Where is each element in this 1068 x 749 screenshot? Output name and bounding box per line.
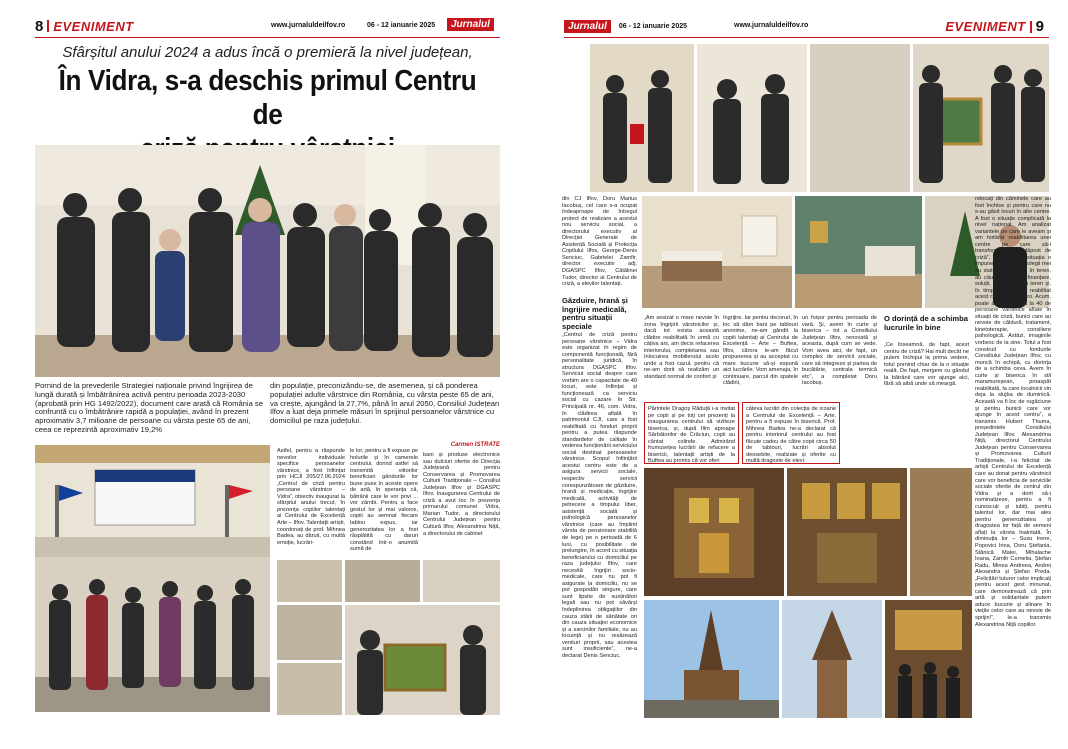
page-number-right: 9 (1035, 18, 1044, 35)
subhead-2: O dorință de a schimba lucrurile în bine (884, 314, 968, 332)
award-photo (913, 44, 1049, 192)
bedroom-photo (642, 196, 792, 308)
bell-tower-photo (782, 600, 882, 718)
right-header (564, 18, 1044, 34)
website-right: www.jurnaluldeilfov.ro (734, 22, 809, 29)
kicker: Sfârșitul anului 2024 a adus încă o premieră la nivel județean, (62, 44, 473, 61)
quote-box-1: Părintele Dragoș Răduță i-a invitat pe copii și pe toți cei prezenți la inaugurarea centrului să viziteze biserica, și, după film aproape Sărbătorilor de Crăciun, copii au cântat colinde. Admirând frumusețea lucrării de refacere a bisericii, talentații artiști de la Buftea au promis că vor oferi (644, 402, 739, 464)
right-page (534, 0, 1068, 749)
intro-col-1: Pornind de la prevederile Strategiei naționale privind îngrijirea de lungă durată și îmbătrânirea activă pentru perioada 2023-2030 (aprobată prin HG 1492/2022), document care arată că România se confruntă cu o îmbătrânire rapidă a populației, având în prezent aproximativ 3,7 milioane de persoane cu vârsta peste 65 de ani, ceea ce reprezintă aproximativ 19,2% (35, 381, 263, 434)
body-col-1: Astfel, pentru a răspunde nevoilor individuale specifice persoanelor vârstnice, a fost înființat prin HCJI 205/27.06.2024 „Centrul de criză pentru persoane vârstnice – Vidra”, obiectiv inaugurat la sfârșitul anului trecut, în prezența copiilor talentați ai Centrului de Excelență Arte – Ilfov. Talentații artiști, coordonați de prof. Mihnea Badea, au dăruit, cu multă emoție, lucrări- (277, 448, 345, 546)
col6-body: relocați din căminele care au fost închise și pentru care nu s-au găsit locuri în alte centre. A fost o situație complicată la nivel național. Am analizat variantele pe care le aveam și am hotărât reabilitarea unei centre pe care să-l transformăm în „adăpost de criză”, atunci când situația o impune. Am atunci, colegii mei au stat și pe noapte în teren, au căutat surse de finanțare, soluții, echipe pentru teren și, în timp record, am reabilitat acest centru de la zero. Acum, poate adăposti până la 40 de persoane vârstnice aflate în situații de criză, bunici care au nevoie de căldură, tratament, kinetoterapie, consiliere psihologică. Astăzi, imaginile vorbesc de la sine. Totul a fost construit cu fondurile Consiliului Județean Ilfov, cu muncă în echipă, cu dorința de a schimba ceva. Avem în curte și biserica în stil maramureșean, proaspăt reabilitată, la care localnicii vin deja la slujba de duminică. Această va fi loc de rugăciune și pentru bunicii care vor ajunge în acest centru”, a transmis Hubert Thuma, președintele Consiliului Județean Ilfov. Alexandrina Niță, directorul Centrului Județean pentru Conservarea și Promovarea Culturii Tradiționale, i-a felicitat de artiști Centrului de Excelență care au donat pentru vârstnicii care vor beneficia de serviciile sociale oferite de centrul din Vidra și a dorit să-i nominalizeze, pentru a fi cunoscuți și iubiți, pentru talentul lor, dar mai ales pentru generozitatea și dragostea lor față de semeni aflați la vârsta înaintată. În diminuția lor – Susu Irene, Popovici Irina, Doru Ștefania, Stănică Matei, Mihalache Ioana, Zamfir Cornelia, Ștefan Radu, Minea Andreea, Andrei Alexandra și Ștefan Preda. „Felicitări tuturor celor implicați pentru acest gest minunat, care demonstrează că prin artă și solidaritate putem aduce bucurie și alinare în viețile celor care au nevoie de sprijin!”, le-a transmis Alexandrina Niță copiilor. (975, 196, 1051, 628)
header-divider-right (1030, 21, 1032, 33)
col3-body: îngrijire. Iar pentru decoruri, în loc să dăm bani pe tablouri anonime, ne-am gândit la copiii talentați ai Centrului de Excelență – Arte – Buftea, Ilfov, cărora le-am făcut propunerea și au acceptat cu mare bucurie să-și expună aici lucrările. Vom amenaja, în continuare, parcul din spatele clădirii, (723, 315, 798, 387)
newspaper-logo: Jurnalul (447, 18, 494, 31)
painting-photo-1 (277, 560, 342, 602)
left-header (35, 18, 495, 34)
header-rule-right (564, 37, 1049, 38)
building-photo (35, 445, 270, 557)
outdoor-group-photo (35, 557, 270, 712)
altar-photo (910, 468, 972, 596)
body-col-2: le lor, pentru a fi expuse pe holurile și în camerele centrului, dorind astfel să transmită viitorilor beneficiari gândurile lor bune puse în aceste opere de artă, în speranța că, bătrânii care le vor privi ... vor zâmbi. Pentru a face gestul lor și mai valoros, copiii au semnat fiecare tablou expus, iar generozitatea lor a fost răsplătită cu daruri constând într-o anumită sumă de (350, 448, 418, 553)
group-photo (35, 145, 500, 377)
wooden-church-photo (644, 600, 779, 718)
painting-photo-5 (345, 605, 500, 715)
visit-photo-3 (810, 44, 910, 192)
page-number: 8 (35, 17, 44, 35)
church-gathering-photo (885, 600, 972, 718)
author: Carmen ISTRATE (450, 442, 500, 448)
headline-line-1: În Vidra, s-a deschis primul Centru de (58, 65, 477, 131)
header-rule (35, 37, 500, 38)
body-col-3: bani și produse electronice sau dulciuri oferite de Direcția Județeană pentru Conservarea și Promovarea Culturii Tradiționale – Consiliul Județean Ilfov și DGASPC Ilfov. Inaugurarea Centrului de criză a avut loc în prezența primarului comunei Vidra, Marian Tudor, a directorului Centrului Județean pentru Cultură Ilfov, Alexandrina Niță, a directorului de cabinet (423, 452, 500, 537)
intro-col-2: din populație, preconizându-se, de asemenea, și că ponderea populației adulte vârstnice din România, cu vârsta peste 65 de ani, va crește, ajungând la 27,7%, până în anul 2050, Consiliul Județean Ilfov a luat deja primele măsuri în sprijinul persoanelor vârstnice cu domiciliul pe raza județului. (270, 381, 500, 426)
painting-photo-2 (345, 560, 420, 602)
church-icons-photo (787, 468, 907, 596)
col5-body: „Ce înseamnă, de fapt, acest centru de criză? Hai mult decât ne putem închipui la prima vedere, totul pornind chiar de la o situație reală. De fapt, mergem cu gândul la bătrânii care vor ajunge aici, fără să aibă unde să meargă. (884, 342, 969, 388)
newspaper-logo-right: Jurnalul (564, 20, 611, 33)
visit-photo-1 (590, 44, 694, 192)
painting-photo-4 (277, 605, 342, 660)
website: www.jurnaluldeilfov.ro (271, 22, 346, 29)
room-photo (795, 196, 922, 308)
issue-date-right: 06 - 12 ianuarie 2025 (618, 22, 688, 30)
col4-body: un foișor pentru perioada de vară. Și, avem în curte și biserica – tot a Consiliului Județean Ilfov, renovată și aceasta, după cum se vede. Vom avea aici, de fapt, un complex de servicii sociale, care să integreze și partea de bucătărie, centrala termică etc”, a completat Doru Iacobuș. (802, 315, 877, 387)
church-interior-photo (644, 468, 784, 596)
section-label-right: EVENIMENT (945, 19, 1026, 34)
header-divider (47, 20, 49, 32)
col1-body: „Centrul de criză pentru persoane vârstnice – Vidra este organizat în regim de componentă funcțională, fără personalitate juridică, în structura DGASPC Ilfov. Serviciul social despre care vorbim are o capacitate de 40 locuri, este înființat și funcționează ca serviciu social cu cazare în Str. Principală nr. 46, com. Vidra, în clădirea aflată în patrimoniul CJI, care a fost reabilitată cu fonduri proprii pentru a putea răspunde standardelor de calitate în vederea funcționării serviciului social destinat persoanelor vârstnice. Scopul înființării acestui centru este de a asigura servicii sociale, respectiv servicii corespunzătoare de găzduire, hrană și medicație, îngrijire medicală, activități de petrecere a timpului liber, asistență socială și psihologică persoanelor vârstnice (care au împlinit vârsta de pensionare stabilită de lege) pe o perioadă de 6 luni, cu posibilitate de prelungire, în acord cu situația beneficiarului cu domiciliul pe raza județului Ilfov, care necesită îngrijiri socio-medicale, care nu pot fi asigurate la domiciliu, nu se pot gospodări singure, care sunt lipsite de susținători legali sau nu pot săvârși îndeplinirea obligațiilor din cauza stării de sănătate ori din cauza situației economice și a sarcinilor familiale, nu au locuință și nu realizează venituri proprii, sau acestea sunt insuficiente”, ne-a declarat Denis Senciuc. (562, 332, 637, 659)
subhead-1: Găzduire, hrană și îngrijire medicală, pentru situații speciale (562, 296, 628, 331)
col1-text: din CJ Ilfov, Doru Marius Iacobuș, cel care s-a ocupat îndeaproape de întregul proiect de realizare a acestui nou serviciu social, a directorului executiv al Direcției Generale de Asistență Socială și Protecția Copilului Ilfov, George-Denis Senciuc, Gabrielei Zamfir, director executiv adj. DGASPC Ilfov, Cătălinei Tudor, director al Centrului de criză, a elevilor talentați. (562, 196, 637, 288)
visit-photo-2 (697, 44, 807, 192)
col2-body: „Am sesizat o mare nevoie în zona îngrijirii vârstnicilor și, dacă tot exista această clădire reabilitată în urmă cu câțiva ani, am decis refacerea interiorului, completarea sau înlocuirea mobilierului acolo unde a fost cazul, pentru că ne-am dorit să realizăm un standard normal de confort și (644, 315, 719, 380)
issue-date: 06 - 12 ianuarie 2025 (367, 22, 436, 29)
section-label: EVENIMENT (53, 18, 134, 34)
quote-box-2: câteva lucrări din colecția de icoane a Centrului de Excelență – Arte, pentru a fi expuse în biserică. Prof. Mihnea Badea ne-a declarat că pentru interiorul centrului au fost făcute cadou de către copii circa 50 de tablouri, lucrări absolut deosebite, realizate și oferite cu multă dragoste de elevi. (742, 402, 840, 464)
painting-photo-6 (277, 663, 342, 715)
painting-photo-3 (423, 560, 500, 602)
